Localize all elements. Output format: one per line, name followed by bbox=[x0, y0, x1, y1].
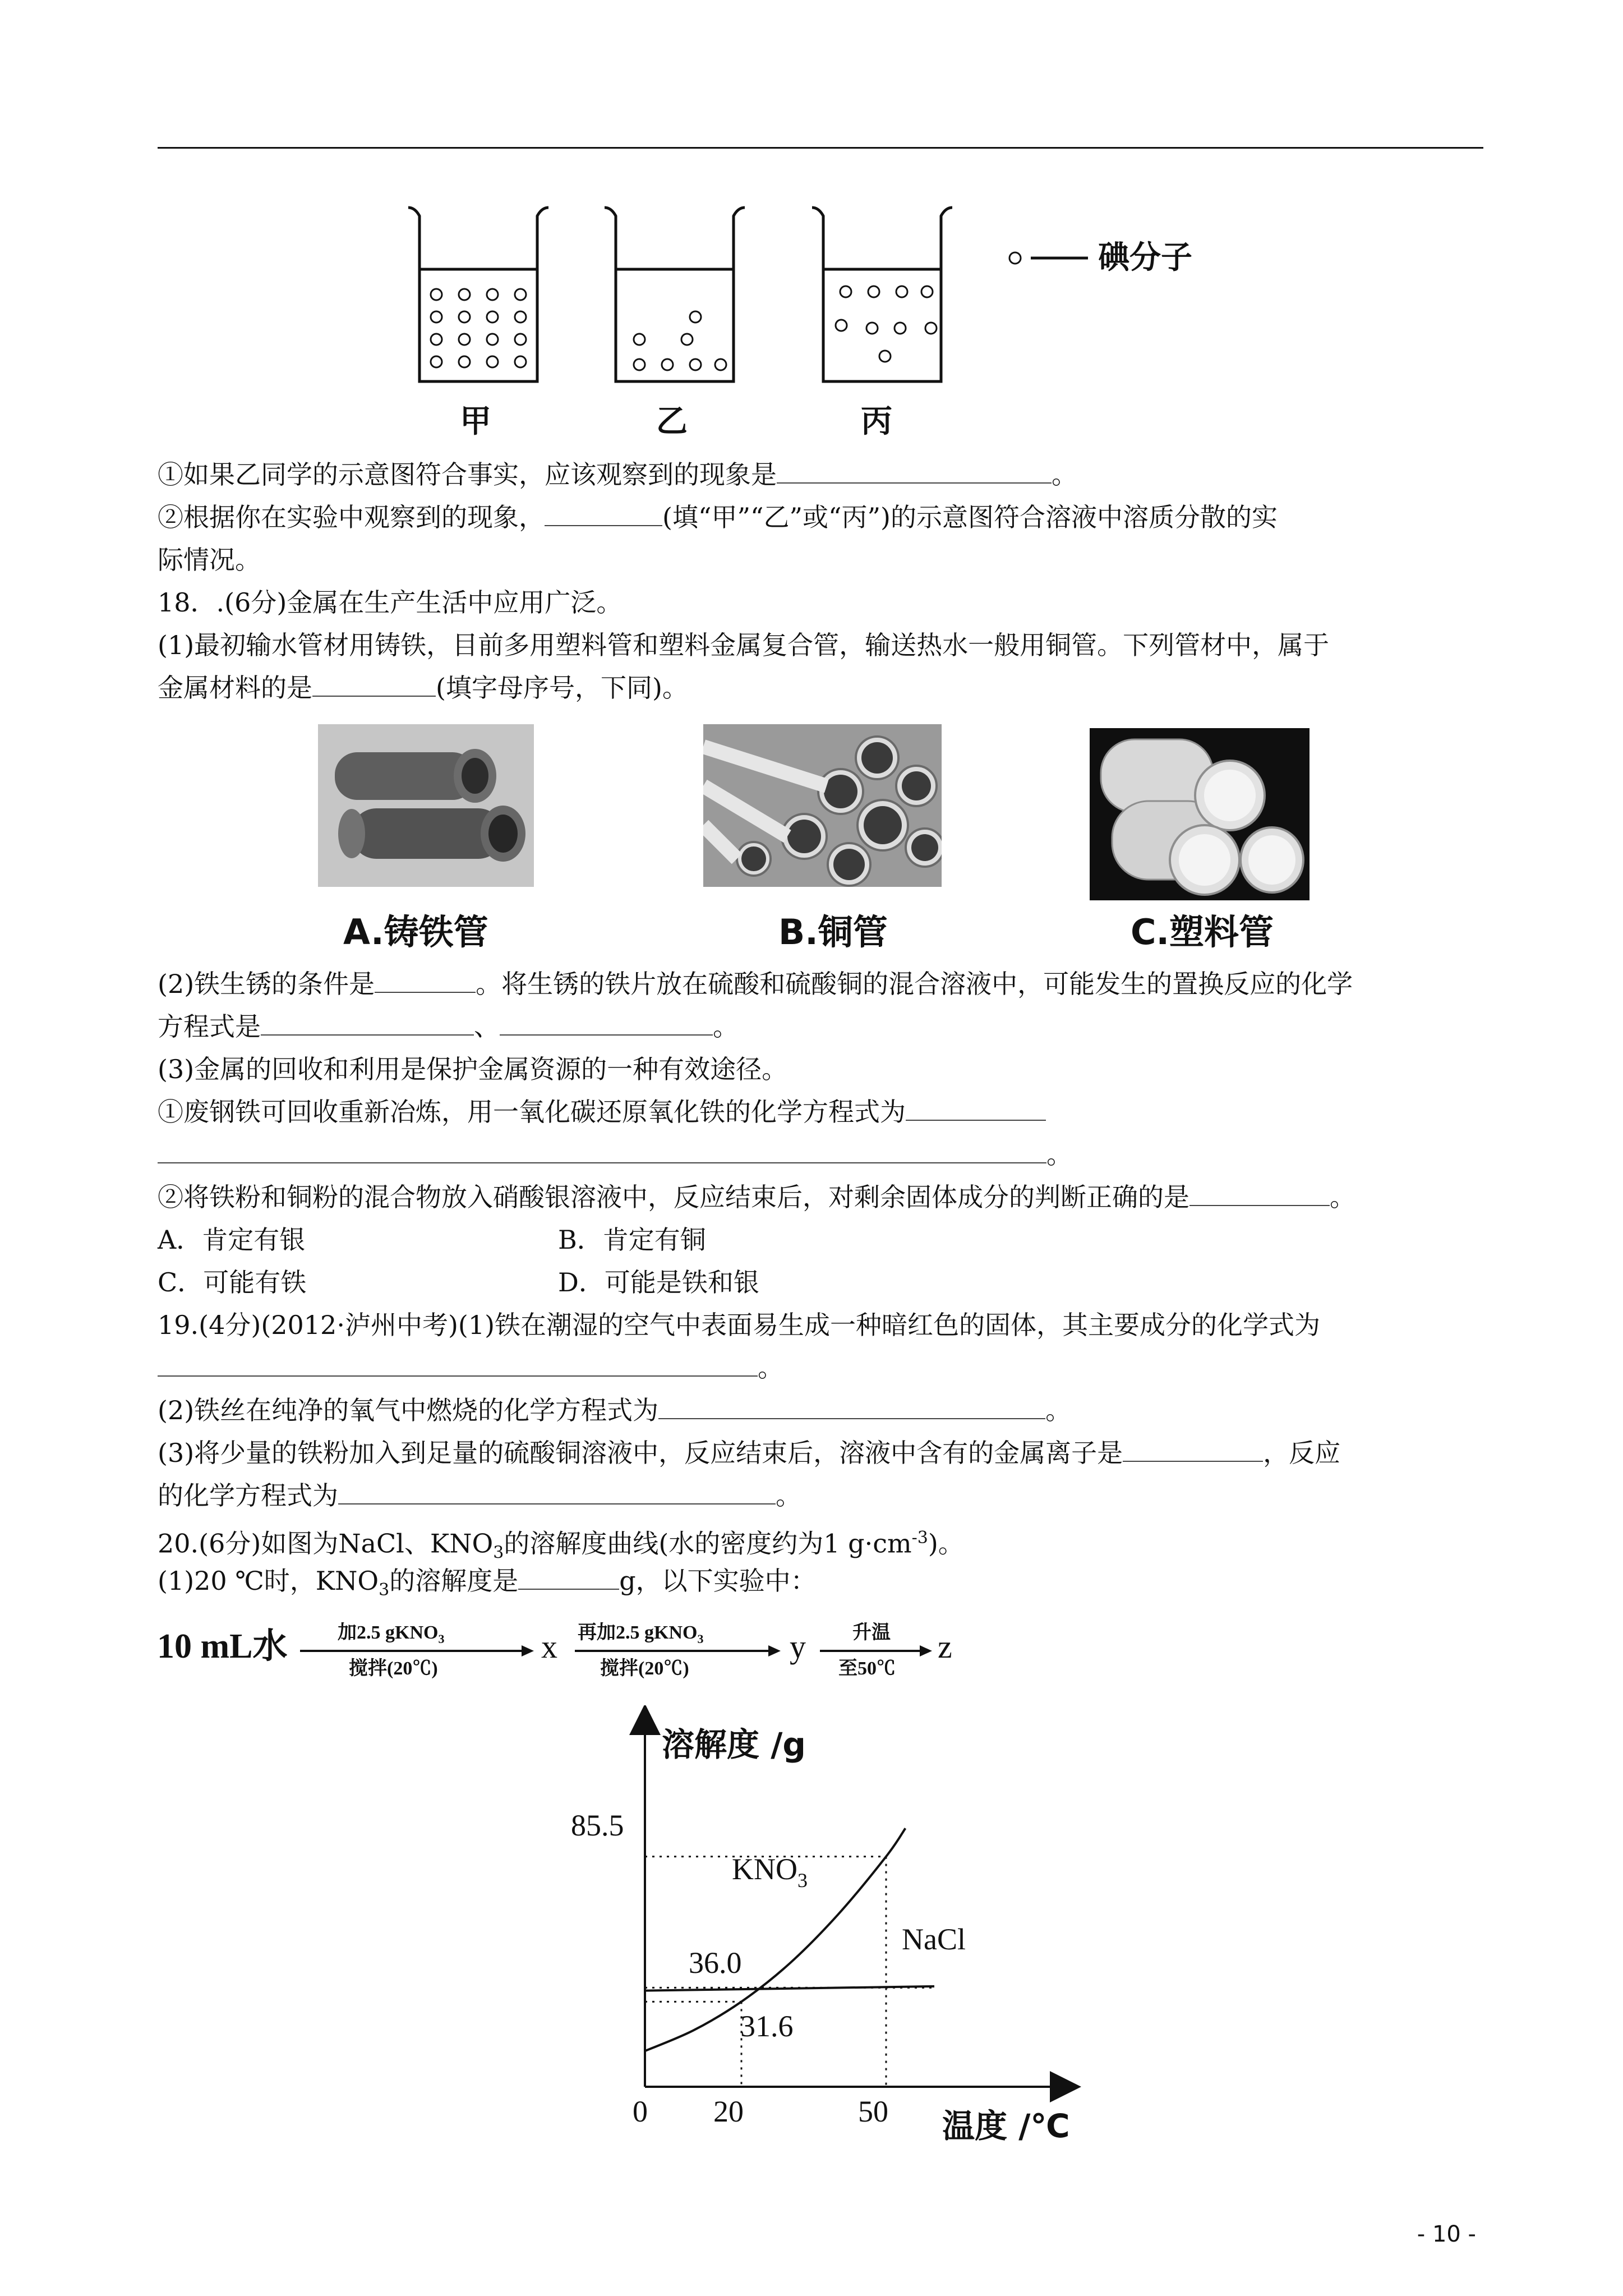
iodine-molecule bbox=[634, 334, 645, 345]
beaker-label-yi: 乙 bbox=[656, 403, 688, 440]
iodine-molecule bbox=[515, 289, 526, 300]
q17-line-2: ②根据你在实验中观察到的现象， (填“甲”“乙”或“丙”)的示意图符合溶液中溶质分散的实 bbox=[158, 502, 1278, 532]
value-label-85-5: 85.5 bbox=[571, 1809, 624, 1842]
iodine-molecule bbox=[879, 351, 891, 362]
iodine-molecule bbox=[431, 289, 442, 300]
legend-molecule-icon bbox=[1009, 252, 1021, 264]
q19-part3-line2: 的化学方程式为 。 bbox=[158, 1480, 801, 1511]
q17-line-1: ①如果乙同学的示意图符合事实，应该观察到的现象是 。 bbox=[158, 459, 1077, 490]
cast-iron-pipe-image bbox=[318, 724, 534, 887]
beaker-label-jia: 甲 bbox=[460, 403, 491, 440]
iodine-molecule bbox=[921, 286, 933, 297]
iodine-molecule bbox=[515, 334, 526, 345]
q19-part3-line1: (3)将少量的铁粉加入到足量的硫酸铜溶液中，反应结束后，溶液中含有的金属离子是 ，反应 bbox=[158, 1438, 1341, 1468]
q19-part1-cont: 。 bbox=[158, 1351, 783, 1384]
q18-part1-line2: 金属材料的是 (填字母序号，下同)。 bbox=[158, 673, 688, 703]
caption-plastic: C.塑料管 bbox=[1131, 912, 1274, 953]
iodine-molecule bbox=[431, 356, 442, 367]
q18-part3-item1: ①废钢铁可回收重新冶炼，用一氧化碳还原氧化铁的化学方程式为 bbox=[158, 1095, 1046, 1129]
arrow3-top: 升温 bbox=[852, 1622, 891, 1643]
iodine-molecule bbox=[866, 323, 878, 334]
q20-part1: (1)20 ℃时，$KNO_3$的溶解度是 g，以下实验中： bbox=[158, 1566, 817, 1600]
q18-part2-line2: 方程式是 、 。 bbox=[158, 1011, 739, 1042]
answer-blank[interactable] bbox=[261, 1013, 474, 1036]
arrow2-bottom: 搅拌(20℃) bbox=[600, 1658, 689, 1679]
q18-part3: (3)金属的回收和利用是保护金属资源的一种有效途径。 bbox=[158, 1054, 788, 1084]
x-tick-20: 20 bbox=[713, 2095, 744, 2128]
beaker-figure bbox=[393, 196, 1245, 449]
iodine-molecule bbox=[690, 359, 701, 370]
curve-nacl bbox=[645, 1986, 934, 1991]
q19-heading: 19.(4分)(2012·泸州中考)(1)铁在潮湿的空气中表面易生成一种暗红色的固体，其主要成分的化学式为 bbox=[158, 1310, 1321, 1340]
option-d[interactable]: D．可能是铁和银 bbox=[558, 1267, 759, 1297]
arrow2-top: 再加2.5 gKNO$_3$ bbox=[578, 1622, 704, 1646]
answer-blank[interactable] bbox=[518, 1567, 619, 1590]
series-label-kno3: $KNO_3$ bbox=[732, 1852, 808, 1892]
q18-part3-item1-cont: 。 bbox=[158, 1138, 1072, 1171]
value-label-31-6: 31.6 bbox=[740, 2009, 794, 2043]
answer-blank[interactable] bbox=[312, 674, 436, 697]
iodine-molecule bbox=[868, 286, 879, 297]
iodine-molecule bbox=[431, 311, 442, 323]
x-axis-title: 温度 /℃ bbox=[942, 2107, 1070, 2145]
caption-copper: B.铜管 bbox=[778, 912, 888, 953]
iodine-molecule bbox=[690, 311, 701, 323]
iodine-molecule bbox=[487, 334, 498, 345]
iodine-molecule bbox=[896, 286, 907, 297]
q18-part1-line1: (1)最初输水管材用铸铁，目前多用塑料管和塑料金属复合管，输送热水一般用铜管。下列管材中，属于 bbox=[158, 630, 1330, 660]
beaker-yi bbox=[605, 208, 745, 381]
q17-line-3: 际情况。 bbox=[158, 545, 261, 575]
iodine-molecule bbox=[662, 359, 673, 370]
iodine-molecule bbox=[840, 286, 851, 297]
solubility-chart bbox=[538, 1705, 1088, 2165]
beaker-jia bbox=[408, 208, 548, 381]
iodine-molecule bbox=[515, 356, 526, 367]
q20-heading: 20.(6分)如图为NaCl、$KNO_3$的溶解度曲线(水的密度约为1 $g\cdot cm^{-3}$)。 bbox=[158, 1528, 964, 1563]
iodine-molecule bbox=[895, 323, 906, 334]
experiment-flow bbox=[151, 1613, 993, 1686]
flow-y: y bbox=[790, 1628, 806, 1665]
q18-part3-item2: ②将铁粉和铜粉的混合物放入硝酸银溶液中，反应结束后，对剩余固体成分的判断正确的是 。 bbox=[158, 1182, 1355, 1212]
arrow1-bottom: 搅拌(20℃) bbox=[349, 1658, 438, 1679]
answer-blank[interactable] bbox=[1189, 1184, 1330, 1206]
iodine-molecule bbox=[634, 359, 645, 370]
answer-blank[interactable] bbox=[158, 1141, 1046, 1163]
copper-pipe-image bbox=[703, 724, 942, 887]
iodine-molecule bbox=[836, 320, 847, 331]
iodine-molecule bbox=[715, 359, 726, 370]
q18-part2-line1: (2)铁生锈的条件是 。将生锈的铁片放在硫酸和硫酸铜的混合溶液中，可能发生的置换反应的化学 bbox=[158, 969, 1353, 999]
x-tick-50: 50 bbox=[858, 2095, 888, 2128]
answer-blank[interactable] bbox=[545, 504, 662, 526]
arrow1-top: 加2.5 gKNO$_3$ bbox=[338, 1622, 445, 1646]
iodine-molecule bbox=[487, 356, 498, 367]
page-number: - 10 - bbox=[1417, 2221, 1476, 2247]
iodine-molecule bbox=[925, 323, 937, 334]
iodine-molecule bbox=[431, 334, 442, 345]
answer-blank[interactable] bbox=[500, 1013, 713, 1036]
iodine-molecule bbox=[459, 311, 470, 323]
caption-cast-iron: A.铸铁管 bbox=[343, 912, 488, 953]
answer-blank[interactable] bbox=[777, 461, 1052, 484]
q19-part2: (2)铁丝在纯净的氧气中燃烧的化学方程式为 。 bbox=[158, 1395, 1072, 1425]
option-c[interactable]: C．可能有铁 bbox=[158, 1267, 307, 1297]
iodine-molecule bbox=[459, 334, 470, 345]
iodine-molecule bbox=[487, 289, 498, 300]
arrow3-bottom: 至50℃ bbox=[838, 1658, 896, 1679]
beaker-label-bing: 丙 bbox=[861, 403, 892, 440]
legend-label: 碘分子 bbox=[1098, 240, 1192, 276]
answer-blank[interactable] bbox=[338, 1482, 776, 1504]
iodine-molecule bbox=[515, 311, 526, 323]
header-rule bbox=[158, 147, 1483, 149]
answer-blank[interactable] bbox=[158, 1354, 758, 1377]
option-b[interactable]: B．肯定有铜 bbox=[558, 1225, 706, 1255]
answer-blank[interactable] bbox=[375, 970, 476, 993]
x-tick-0: 0 bbox=[633, 2095, 648, 2128]
iodine-molecule bbox=[459, 289, 470, 300]
flow-start: 10 mL水 bbox=[157, 1627, 288, 1665]
q18-heading: 18．.(6分)金属在生产生活中应用广泛。 bbox=[158, 587, 623, 618]
series-label-nacl: NaCl bbox=[902, 1922, 966, 1956]
answer-blank[interactable] bbox=[906, 1098, 1046, 1121]
iodine-molecule bbox=[487, 311, 498, 323]
answer-blank[interactable] bbox=[658, 1397, 1045, 1419]
value-label-36-0: 36.0 bbox=[689, 1946, 742, 1980]
iodine-molecule bbox=[681, 334, 693, 345]
answer-blank[interactable] bbox=[1123, 1439, 1263, 1462]
y-axis-title: 溶解度 /g bbox=[662, 1726, 806, 1764]
plastic-pipe-image bbox=[1090, 728, 1310, 900]
flow-z: z bbox=[938, 1628, 952, 1665]
option-a[interactable]: A．肯定有银 bbox=[158, 1225, 306, 1255]
flow-x: x bbox=[541, 1628, 557, 1665]
iodine-molecule bbox=[459, 356, 470, 367]
